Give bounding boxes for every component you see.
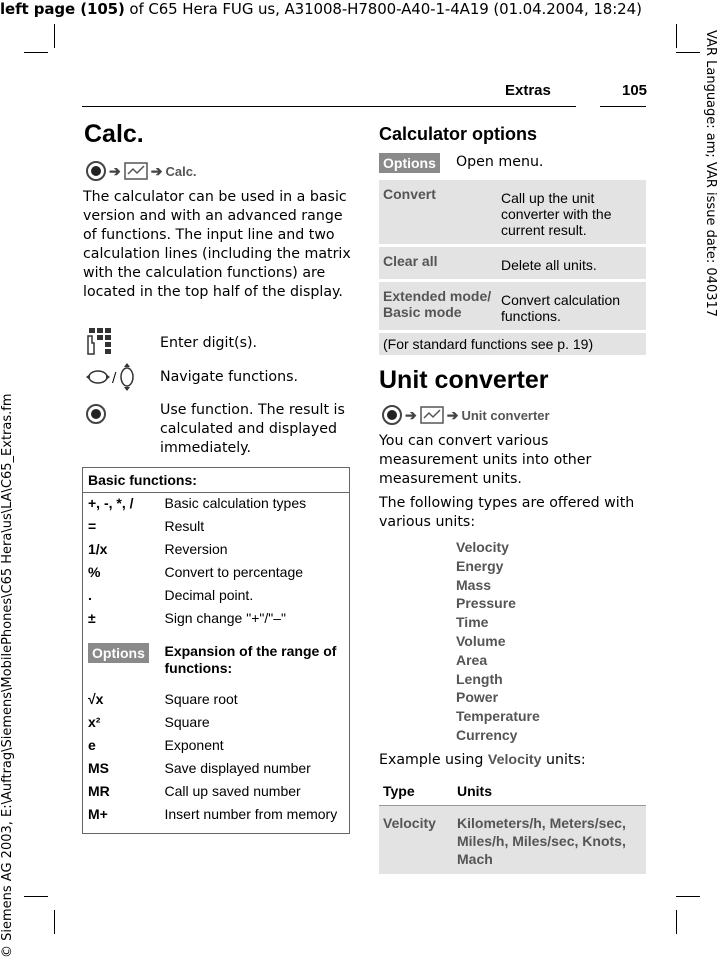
crop-mark [24, 52, 48, 53]
navigation-keys-icon [86, 362, 138, 392]
table-row: Velocity Kilometers/h, Meters/sec, Miles/h, Miles/sec, Knots, Mach [379, 805, 646, 874]
list-item: Mass [456, 576, 492, 593]
column-header-units: Units [453, 778, 646, 805]
list-item: Velocity [456, 539, 509, 555]
side-note-right: VAR Language: am; VAR issue date: 040317 [703, 30, 718, 318]
calc-title: Calc. [84, 120, 144, 148]
calc-nav-path [86, 161, 197, 181]
document-header [0, 0, 642, 18]
list-item: Time [456, 614, 489, 631]
list-item: Volume [456, 632, 506, 649]
basic-functions-heading: Basic functions: [83, 468, 350, 493]
example-line: Example using Velocity units: [379, 752, 586, 768]
table-row: MS Save displayed number [88, 759, 311, 776]
header-rule [82, 106, 576, 107]
unit-converter-title: Unit converter [379, 366, 549, 394]
calc-options-table [379, 177, 646, 355]
header-page-label: left page (105) [0, 0, 125, 18]
table-header-row [379, 778, 646, 805]
list-item: Length [456, 670, 503, 687]
crop-mark [676, 896, 700, 897]
table-row: . Decimal point. [88, 586, 254, 603]
extras-icon [420, 405, 444, 425]
table-row: MR Call up saved number [88, 782, 301, 799]
key-desc-use: Use function. The result is calculated and displayed immediately. [160, 402, 345, 456]
svg-text:/: / [112, 371, 117, 386]
calc-options-footnote: (For standard functions see p. 19) [379, 332, 646, 356]
table-row [379, 332, 646, 356]
table-row: = Result [88, 517, 205, 534]
unit-converter-p1: You can convert various measurement units into other measurement units. [379, 433, 592, 487]
options-softkey: Options [379, 153, 440, 173]
table-row: Extended mode/ Basic mode Convert calculation functions. [379, 281, 646, 332]
arrow-right-icon: ➔ [446, 406, 459, 423]
options-softkey-desc: Open menu. [456, 154, 544, 170]
table-row: √x Square root [88, 690, 238, 707]
table-row: 1/x Reversion [88, 540, 228, 557]
crop-mark [676, 52, 700, 53]
unit-converter-nav-path [382, 405, 550, 425]
running-title: Extras [505, 82, 551, 99]
header-rule [600, 106, 646, 107]
arrow-right-icon: ➔ [150, 162, 163, 179]
keypad-icon [86, 326, 116, 358]
crop-mark [24, 896, 48, 897]
table-row: M+ Insert number from memory [88, 805, 338, 822]
table-row: Convert Call up the unit converter with the current result. [379, 179, 646, 246]
arrow-right-icon: ➔ [109, 162, 121, 179]
crop-mark [54, 910, 55, 934]
arrow-right-icon: ➔ [405, 406, 417, 423]
table-row: ± Sign change "+"/"–" [88, 609, 286, 626]
options-softkey: Options [88, 643, 149, 663]
list-item: Pressure [456, 595, 516, 612]
unit-types-list [456, 538, 540, 745]
table-row: % Convert to percentage [88, 563, 304, 580]
table-row: x² Square [88, 713, 210, 730]
joystick-icon [86, 161, 106, 181]
page-number: 105 [622, 82, 648, 99]
column-header-type: Type [379, 778, 453, 805]
table-row: +, -, *, / Basic calculation types [88, 495, 307, 511]
joystick-icon [86, 404, 106, 424]
crop-mark [676, 910, 677, 934]
header-info: of C65 Hera FUG us, A31008-H7800-A40-1-4A19 (01.04.2004, 18:24) [124, 0, 642, 18]
unit-converter-p2: The following types are offered with various units: [379, 495, 635, 530]
example-term: Velocity [487, 752, 542, 768]
options-desc: Expansion of the range of functions: [164, 642, 337, 676]
list-item: Temperature [456, 708, 540, 725]
list-item: Area [456, 651, 488, 668]
unit-converter-nav-target: Unit converter [461, 407, 550, 423]
calc-intro: The calculator can be used in a basic version and with an advanced range of functions. The input line and two calculation lines (including the matrix with the calculation functions) are located in the top half of the display. [83, 189, 351, 300]
list-item: Power [456, 689, 499, 706]
key-desc-navigate: Navigate functions. [160, 369, 299, 385]
calc-options-title: Calculator options [379, 124, 538, 144]
table-row [83, 631, 350, 689]
calc-nav-target: Calc. [165, 163, 197, 179]
key-desc-digits: Enter digit(s). [160, 335, 258, 351]
list-item: Energy [456, 557, 504, 574]
crop-mark [54, 24, 55, 48]
basic-functions-table [82, 467, 350, 834]
crop-mark [676, 24, 677, 48]
joystick-icon [382, 405, 402, 425]
velocity-units-table [379, 778, 646, 874]
table-row: Clear all Delete all units. [379, 246, 646, 281]
table-row: e Exponent [88, 736, 224, 753]
side-note-left: © Siemens AG 2003, E:\Auftrag\Siemens\MobilePhones\C65 Hera\us\LA\C65_Extras.fm [0, 393, 15, 958]
list-item: Currency [456, 726, 518, 743]
extras-icon [124, 161, 148, 181]
